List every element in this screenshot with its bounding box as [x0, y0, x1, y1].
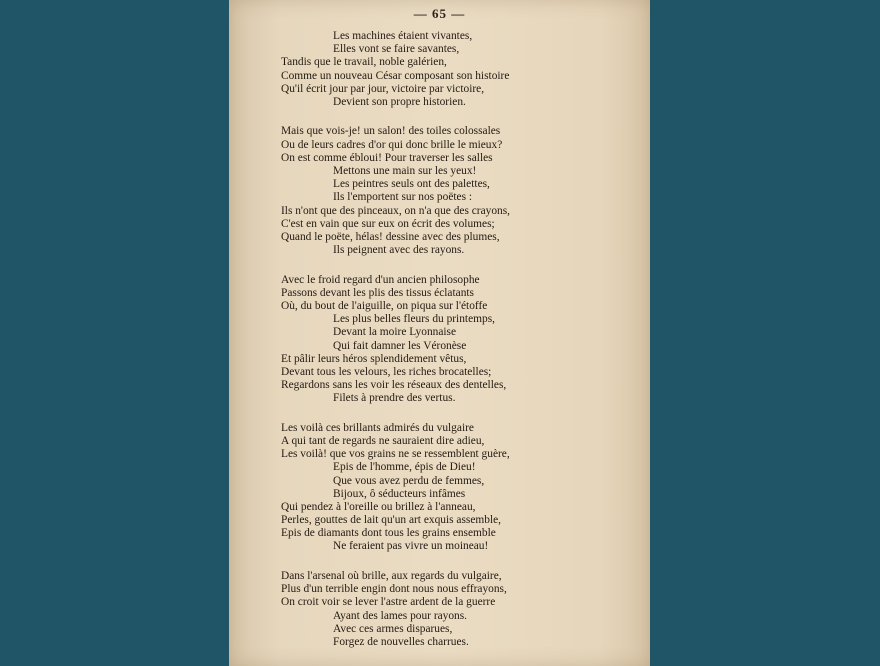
poem-line: Regardons sans les voir les réseaux des dentelles, [281, 379, 507, 392]
stanza [281, 570, 641, 649]
poem-line: C'est en vain que sur eux on écrit des volumes; [281, 217, 495, 230]
poem [281, 30, 641, 665]
poem-line: Devient son propre historien. [333, 95, 466, 108]
stanza [281, 274, 641, 406]
poem-line: Ayant des lames pour rayons. [333, 609, 468, 622]
poem-line: Tandis que le travail, noble galérien, [281, 56, 447, 69]
poem-line: Comme un nouveau César composant son histoire [281, 69, 510, 82]
page-number: — 65 — [413, 6, 466, 21]
poem-line: Passons devant les plis des tissus éclatants [281, 286, 474, 299]
poem-line: Avec le froid regard d'un ancien philosophe [281, 273, 480, 286]
poem-line: Mettons une main sur les yeux! [333, 164, 477, 177]
poem-line: Qui pendez à l'oreille ou brillez à l'anneau, [281, 500, 476, 513]
poem-line: Devant tous les velours, les riches brocatelles; [281, 365, 492, 378]
book-page [229, 0, 650, 666]
poem-line: Les voilà! que vos grains ne se ressemblent guère, [281, 448, 510, 461]
poem-line: On croit voir se lever l'astre ardent de la guerre [281, 596, 496, 609]
poem-line: Les voilà ces brillants admirés du vulgaire [281, 421, 474, 434]
poem-line: Perles, gouttes de lait qu'un art exquis assemble, [281, 514, 502, 527]
poem-line: Bijoux, ô séducteurs infâmes [333, 487, 466, 500]
poem-line: Devant la moire Lyonnaise [333, 326, 457, 339]
poem-line: Qu'il écrit jour par jour, victoire par victoire, [281, 82, 485, 95]
poem-line: Les peintres seuls ont des palettes, [333, 178, 490, 191]
poem-line: Epis de diamants dont tous les grains ensemble [281, 527, 496, 540]
stanza [281, 125, 641, 257]
poem-line: Ils peignent avec des rayons. [333, 244, 465, 257]
poem-line: Les plus belles fleurs du printemps, [333, 313, 495, 326]
poem-line: Où, du bout de l'aiguille, on piqua sur l'étoffe [281, 299, 488, 312]
poem-line: Et pâlir leurs héros splendidement vêtus, [281, 352, 467, 365]
poem-line: Dans l'arsenal où brille, aux regards du vulgaire, [281, 569, 502, 582]
poem-line: Qui fait damner les Véronèse [333, 339, 467, 352]
poem-line: Que vous avez perdu de femmes, [333, 474, 485, 487]
poem-line: Elles vont se faire savantes, [333, 43, 460, 56]
poem-line: Ils l'emportent sur nos poëtes : [333, 191, 473, 204]
poem-line: On est comme ébloui! Pour traverser les salles [281, 151, 493, 164]
stanza [281, 30, 641, 109]
poem-line: Avec ces armes disparues, [333, 622, 453, 635]
poem-line: Quand le poëte, hélas! dessine avec des plumes, [281, 230, 500, 243]
poem-line: Plus d'un terrible engin dont nous nous effrayons, [281, 583, 507, 596]
poem-line: Ou de leurs cadres d'or qui donc brille le mieux? [281, 138, 503, 151]
poem-line: Forgez de nouvelles charrues. [333, 635, 469, 648]
poem-line: Les machines étaient vivantes, [333, 30, 473, 42]
poem-line: Ils n'ont que des pinceaux, on n'a que des crayons, [281, 204, 511, 217]
poem-line: Mais que vois-je! un salon! des toiles colossales [281, 125, 501, 138]
stanza [281, 422, 641, 554]
poem-line: Epis de l'homme, épis de Dieu! [333, 461, 476, 474]
poem-line: Ne feraient pas vivre un moineau! [333, 540, 489, 553]
poem-line: A qui tant de regards ne sauraient dire adieu, [281, 434, 485, 447]
poem-line: Filets à prendre des vertus. [333, 392, 456, 405]
